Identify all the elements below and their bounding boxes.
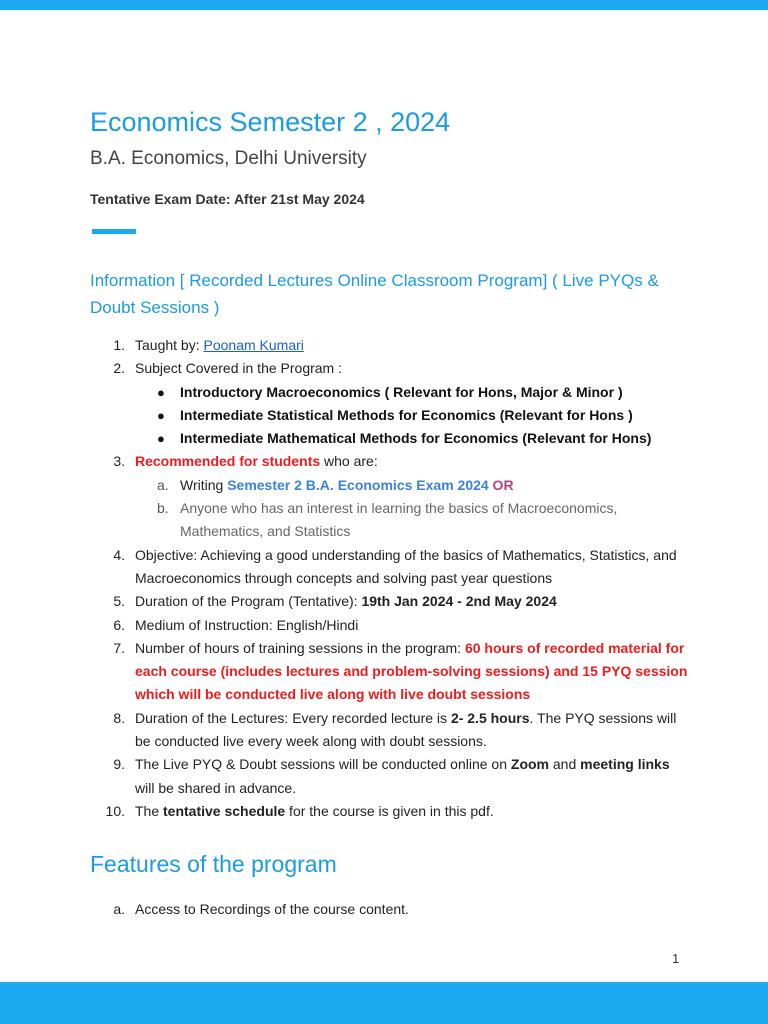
recommended-rest: who are: [320,453,378,470]
subject-text: Intermediate Mathematical Methods for Economics (Relevant for Hons) [180,430,652,447]
bullet-icon: ● [157,384,165,400]
list-number: 2. [113,360,125,377]
sub-letter: b. [157,500,169,517]
sub-letter: a. [157,476,169,493]
lecture-duration-rest: . The PYQ sessions will be conducted live every week along with doubt sessions. [135,709,677,750]
list-number: 9. [113,756,125,773]
bullet-icon: ● [157,431,165,447]
subject-text: Introductory Macroeconomics ( Relevant for Hons, Major & Minor ) [180,383,623,400]
schedule-rest: for the course is given in this pdf. [285,802,494,819]
schedule-prefix: The [135,802,164,819]
document-title: Economics Semester 2 , 2024 [90,107,451,137]
lecture-duration-value: 2- 2.5 hours [450,709,530,726]
lecture-duration-label: Duration of the Lectures: Every recorded lecture is [135,709,451,726]
features-heading: Features of the program [90,851,337,877]
list-number: 8. [113,709,125,726]
duration-dates: 19th Jan 2024 - 2nd May 2024 [361,593,557,610]
sub-b-text: Anyone who has an interest in learning the basics of Macroeconomics, Mathematics, and Statistics [180,500,618,540]
sub-item-a [90,474,690,497]
exam-highlight: Semester 2 B.A. Economics Exam 2024 [227,476,489,493]
list-number: 4. [113,546,125,563]
instructor-link[interactable]: Poonam Kumari [203,337,304,353]
list-number: 10. [105,802,125,819]
bullet-icon: ● [157,407,165,423]
list-item-hours [90,637,690,707]
recommended-highlight: Recommended for students [135,453,321,470]
taught-by-label: Taught by: [135,337,204,353]
subject-bullet [90,404,690,427]
subject-text: Intermediate Statistical Methods for Economics (Relevant for Hons ) [180,406,633,423]
schedule-highlight: tentative schedule [163,802,286,819]
live-sessions-label: The Live PYQ & Doubt sessions will be conducted online on [135,756,511,773]
sub-item-b [90,497,690,544]
page-number: 1 [672,951,680,966]
list-item-schedule [90,800,690,823]
objective-text: Objective: Achieving a good understanding of the basics of Mathematics, Statistics, and Macroeconomics through concepts and solving past year questions [135,546,677,586]
document-subtitle: B.A. Economics, Delhi University [90,148,367,169]
list-item-taught-by [90,334,690,357]
program-info-list [90,334,690,823]
hours-highlight: 60 hours of recorded material for each course (includes lectures and problem-solving sessions) and 15 PYQ session which will be conducted live along with live doubt sessions [135,639,688,703]
list-item-recommended [90,450,690,473]
subjects-label: Subject Covered in the Program : [135,360,342,377]
duration-label: Duration of the Program (Tentative): [135,593,362,610]
feature-letter: a. [113,901,125,917]
or-text: OR [488,476,514,493]
list-number: 5. [113,593,125,610]
list-number: 3. [113,453,125,470]
feature-item [90,898,690,920]
list-item-duration [90,590,690,613]
subject-bullet [90,427,690,450]
list-number: 7. [113,639,125,656]
list-number: 1. [113,337,125,353]
list-number: 6. [113,616,125,633]
live-sessions-rest: will be shared in advance. [135,779,297,796]
top-accent-bar [0,0,768,10]
list-item-medium [90,614,690,637]
list-item-lecture-duration [90,707,690,754]
list-item-subjects [90,357,690,380]
list-item-objective [90,544,690,591]
info-heading: Information [ Recorded Lectures Online Classroom Program] ( Live PYQs & Doubt Sessions ) [90,271,659,317]
subject-bullet [90,381,690,404]
live-sessions-mid: and [549,756,581,773]
list-item-live-sessions [90,753,690,800]
bottom-accent-bar [0,982,768,1024]
hours-label: Number of hours of training sessions in the program: [135,639,465,656]
zoom-text: Zoom [510,756,549,773]
feature-text: Access to Recordings of the course content. [135,901,409,917]
medium-text: Medium of Instruction: English/Hindi [135,616,359,633]
accent-divider [92,229,136,234]
meeting-links-text: meeting links [580,756,670,773]
exam-date: Tentative Exam Date: After 21st May 2024 [90,191,365,207]
sub-a-prefix: Writing [180,476,228,493]
